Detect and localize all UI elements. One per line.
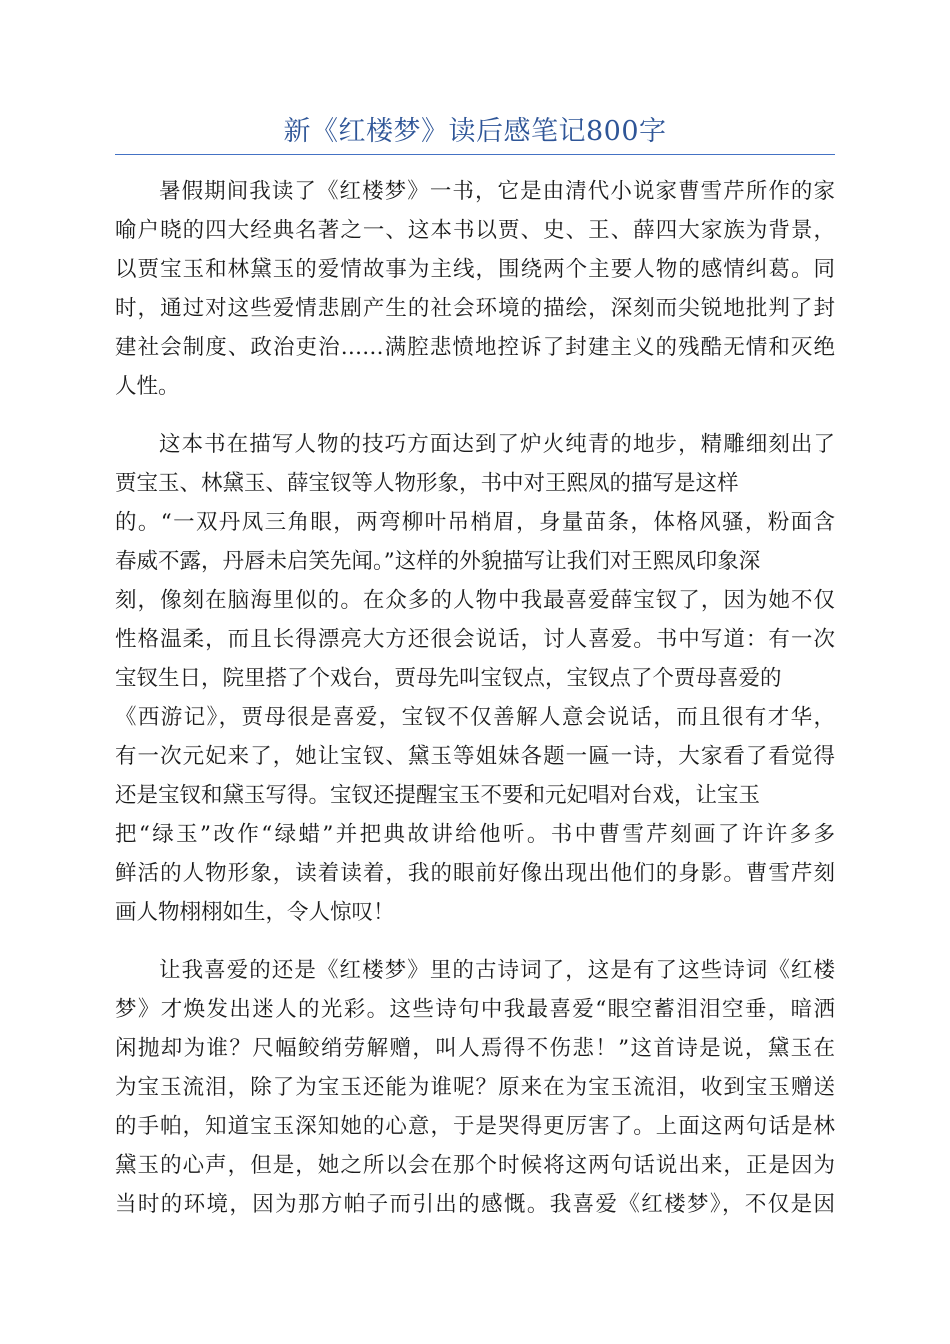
paragraph-line: 《西游记》，贾母很是喜爱，宝钗不仅善解人意会说话，而且很有才华， — [115, 705, 835, 730]
paragraph-2 — [115, 425, 835, 932]
paragraph-line: 的。“一双丹凤三角眼，两弯柳叶吊梢眉，身量苗条，体格风骚，粉面含 — [115, 510, 835, 535]
paragraph-line: 宝钗生日，院里搭了个戏台，贾母先叫宝钗点，宝钗点了个贾母喜爱的 — [115, 666, 782, 691]
paragraph-spacer — [115, 932, 835, 951]
paragraph-1 — [115, 172, 835, 406]
paragraph-line: 鲜活的人物形象，读着读着，我的眼前好像出现出他们的身影。曹雪芹刻 — [115, 861, 835, 886]
paragraph-line: 贾宝玉、林黛玉、薛宝钗等人物形象，书中对王熙凤的描写是这样 — [115, 471, 739, 496]
paragraph-line: 这本书在描写人物的技巧方面达到了炉火纯青的地步，精雕细刻出了 — [159, 432, 835, 457]
paragraph-spacer — [115, 406, 835, 425]
paragraph-3 — [115, 951, 835, 1224]
title-underline — [115, 154, 835, 155]
paragraph-line: 人性。 — [115, 374, 180, 399]
paragraph-line: 还是宝钗和黛玉写得。宝钗还提醒宝玉不要和元妃唱对台戏，让宝玉 — [115, 783, 761, 808]
paragraph-line: 的手帕，知道宝玉深知她的心意，于是哭得更厉害了。上面这两句话是林 — [115, 1114, 835, 1139]
paragraph-line: 时，通过对这些爱情悲剧产生的社会环境的描绘，深刻而尖锐地批判了封 — [115, 296, 835, 321]
paragraph-line: 当时的环境，因为那方帕子而引出的感慨。我喜爱《红楼梦》，不仅是因 — [115, 1192, 835, 1217]
paragraph-line: 让我喜爱的还是《红楼梦》里的古诗词了，这是有了这些诗词《红楼 — [159, 958, 835, 983]
paragraph-line: 黛玉的心声，但是，她之所以会在那个时候将这两句话说出来，正是因为 — [115, 1153, 835, 1178]
paragraph-line: 喻户晓的四大经典名著之一、这本书以贾、史、王、薛四大家族为背景， — [115, 218, 835, 243]
paragraph-line: 以贾宝玉和林黛玉的爱情故事为主线，围绕两个主要人物的感情纠葛。同 — [115, 257, 835, 282]
paragraph-line: 为宝玉流泪，除了为宝玉还能为谁呢？原来在为宝玉流泪，收到宝玉赠送 — [115, 1075, 835, 1100]
paragraph-line: 春威不露，丹唇未启笑先闻。”这样的外貌描写让我们对王熙凤印象深 — [115, 549, 761, 574]
paragraph-line: 暑假期间我读了《红楼梦》一书，它是由清代小说家曹雪芹所作的家 — [159, 179, 835, 204]
paragraph-line: 刻，像刻在脑海里似的。在众多的人物中我最喜爱薛宝钗了，因为她不仅 — [115, 588, 835, 613]
paragraph-line: 画人物栩栩如生，令人惊叹！ — [115, 900, 395, 925]
document-body — [115, 172, 835, 1224]
paragraph-line: 建社会制度、政治吏治……满腔悲愤地控诉了封建主义的残酷无情和灭绝 — [115, 335, 835, 360]
paragraph-line: 性格温柔，而且长得漂亮大方还很会说话，讨人喜爱。书中写道：有一次 — [115, 627, 835, 652]
document-title: 新《红楼梦》读后感笔记800字 — [283, 116, 667, 147]
paragraph-line: 把“绿玉”改作“绿蜡”并把典故讲给他听。书中曹雪芹刻画了许许多多 — [115, 822, 835, 847]
paragraph-line: 梦》才焕发出迷人的光彩。这些诗句中我最喜爱“眼空蓄泪泪空垂，暗洒 — [115, 997, 835, 1022]
paragraph-line: 闲抛却为谁？尺幅鲛绡劳解赠，叫人焉得不伤悲！”这首诗是说，黛玉在 — [115, 1036, 835, 1061]
paragraph-line: 有一次元妃来了，她让宝钗、黛玉等姐妹各题一匾一诗，大家看了看觉得 — [115, 744, 835, 769]
